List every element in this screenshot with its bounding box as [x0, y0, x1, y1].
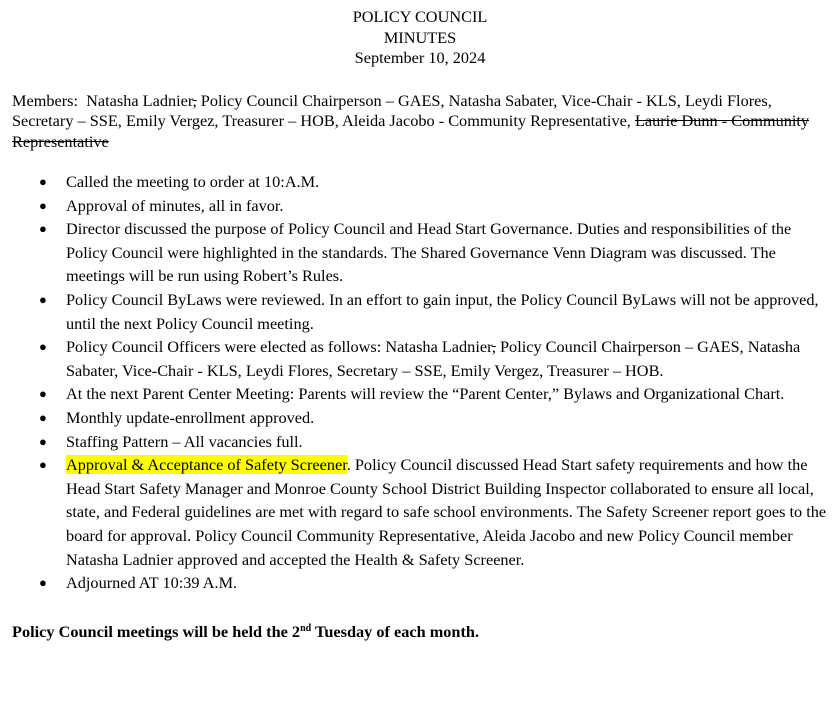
bullet-icon: ●: [39, 339, 47, 355]
bullet-icon: ●: [39, 174, 47, 189]
list-item-text: Director discussed the purpose of Policy Council and Head Start Governance. Duties and responsibilities of the Policy Council were highlighted in the standards. The Shared Governance Venn Diagram was discussed. The meetings will be run using Robert’s Rules.: [66, 219, 792, 286]
highlighted-text: Approval & Acceptance of Safety Screener: [66, 455, 347, 475]
list-item-text: At the next Parent Center Meeting: Parents will review the “Parent Center,” Bylaws and Organizational Chart.: [66, 384, 785, 404]
list-item-text: Policy Council ByLaws were reviewed. In an effort to gain input, the Policy Council ByLaws will not be approved, until the next Policy Council meeting.: [66, 289, 819, 333]
bullet-icon: ●: [39, 433, 47, 449]
footer-text-1: Policy Council meetings will be held the 2: [12, 621, 301, 641]
bullet-icon: ●: [39, 221, 47, 237]
members-text-1: Natasha Ladnier: [86, 90, 193, 110]
bullet-icon: ●: [39, 457, 47, 473]
list-item: [12, 453, 828, 571]
document-header: [12, 7, 828, 69]
members-label: Members:: [12, 90, 79, 110]
bullet-icon: ●: [39, 575, 47, 591]
footer-superscript: nd: [300, 622, 312, 634]
list-item: [12, 194, 828, 218]
members-text-2: Policy Council Chairperson – GAES, Natasha Sabater, Vice-Chair - KLS, Leydi Flores, Secretary – SSE, Emily Vergez, Treasurer – HOB, Aleida Jacobo - Community Representative,: [12, 90, 772, 130]
list-item-text: Monthly update-enrollment approved.: [66, 407, 315, 427]
members-paragraph: [12, 91, 828, 153]
header-title: POLICY COUNCIL: [352, 7, 488, 26]
list-item: [12, 430, 828, 454]
list-item: [12, 382, 828, 406]
list-item-text: Approval of minutes, all in favor.: [66, 195, 284, 215]
list-item-text: Policy Council Officers were elected as follows: Natasha Ladnier: [66, 337, 492, 357]
footer-text-2: Tuesday of each month.: [311, 621, 480, 641]
header-subtitle: MINUTES: [383, 27, 457, 47]
bullet-icon: ●: [39, 409, 47, 425]
meeting-date: September 10, 2024: [354, 48, 486, 67]
minutes-list: [12, 170, 828, 595]
list-item-text: Called the meeting to order at 10:A.M.: [66, 172, 320, 191]
list-item: [12, 217, 828, 288]
struck-comma: ,: [192, 90, 197, 110]
list-item: [12, 288, 828, 335]
list-item-text: . Policy Council discussed Head Start safety requirements and how the Head Start Safety Manager and Monroe County School District Building Inspector collaborated to ensure all local, state, and Federal guidelines are met with regard to safe school environments. The Safety Screener report goes to the board for approval. Policy Council Community Representative, Aleida Jacobo and new Policy Council member Natasha Ladnier approved and accepted the Health & Safety Screener.: [66, 455, 827, 569]
list-item: [12, 170, 828, 194]
list-item-text: Policy Council Chairperson – GAES, Natasha Sabater, Vice-Chair - KLS, Leydi Flores, Secretary – SSE, Emily Vergez, Treasurer – HOB.: [66, 337, 801, 380]
bullet-icon: ●: [39, 291, 47, 307]
bullet-icon: ●: [39, 197, 47, 213]
list-item: [12, 571, 828, 595]
struck-member: Laurie Dunn - Community Representative: [12, 111, 810, 151]
list-item-text: Adjourned AT 10:39 A.M.: [66, 573, 238, 593]
list-item: [12, 335, 828, 382]
bullet-icon: ●: [39, 386, 47, 402]
footer-note: [12, 620, 828, 644]
minutes-document: [12, 7, 828, 643]
struck-comma: ,: [491, 337, 496, 357]
list-item-text: Staffing Pattern – All vacancies full.: [66, 431, 303, 451]
list-item: [12, 406, 828, 430]
